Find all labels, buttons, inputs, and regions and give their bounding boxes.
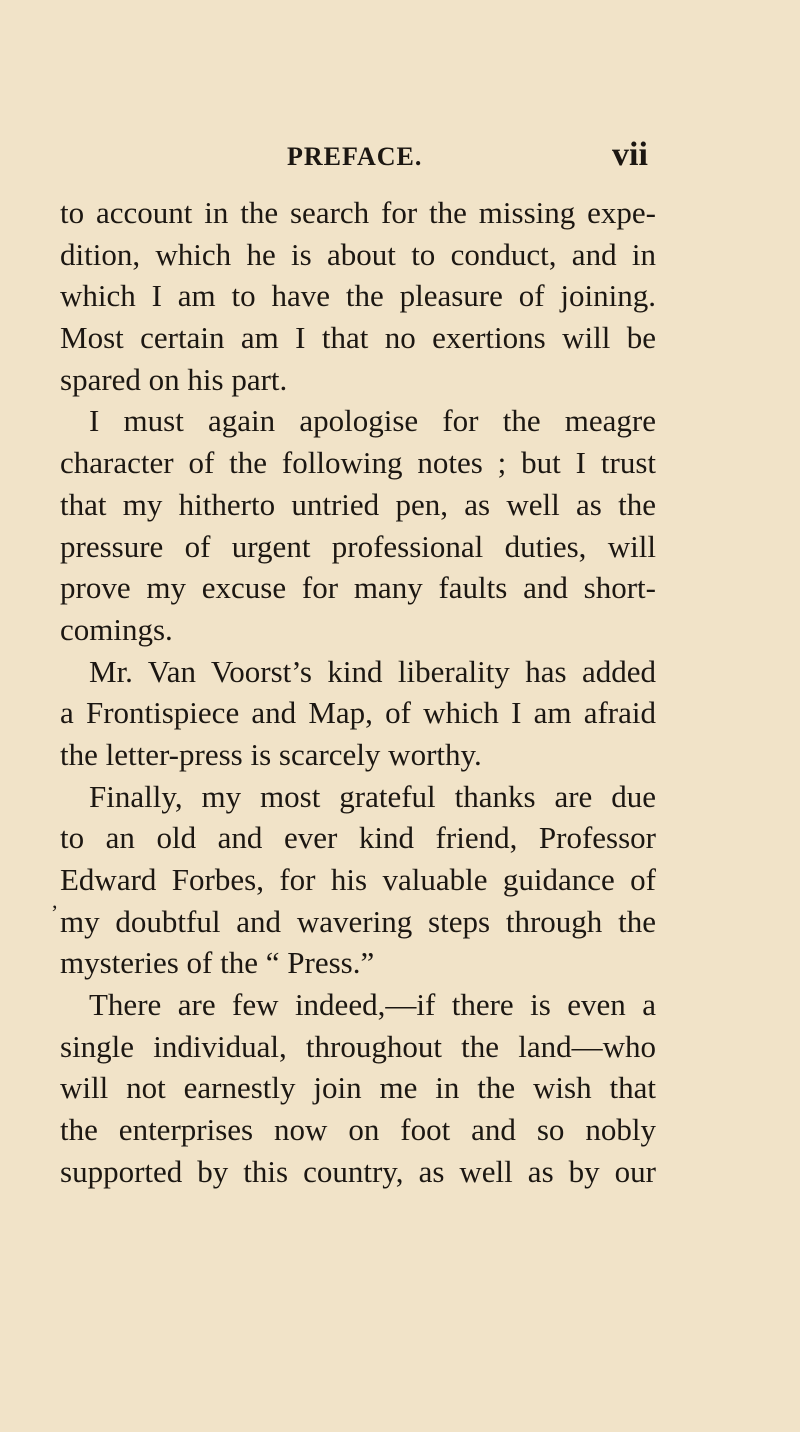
text-line: Most certain am I that no exertions will be <box>60 320 656 356</box>
text-line: that my hitherto untried pen, as well as the <box>60 486 656 522</box>
text-line: single individual, throughout the land—who <box>60 1028 656 1064</box>
text-line: There are few indeed,—if there is even a <box>89 987 656 1023</box>
margin-mark: , <box>52 888 58 913</box>
text-line: my doubtful and wavering steps through the <box>60 903 656 939</box>
text-line: pressure of urgent professional duties, will <box>60 528 656 564</box>
text-line: character of the following notes ; but I trust <box>60 445 656 481</box>
text-line: dition, which he is about to conduct, and in <box>60 236 656 272</box>
text-line: will not earnestly join me in the wish that <box>60 1070 656 1106</box>
text-line: prove my excuse for many faults and short- <box>60 570 656 606</box>
text-line: to account in the search for the missing expe- <box>60 195 656 230</box>
page-number: vii <box>612 136 648 173</box>
running-head <box>0 136 800 182</box>
text-line: Finally, my most grateful thanks are due <box>89 778 656 814</box>
text-line: the enterprises now on foot and so nobly <box>60 1112 656 1148</box>
running-head-title: PREFACE. <box>287 142 423 171</box>
text-line: which I am to have the pleasure of joining. <box>60 278 656 314</box>
text-line: to an old and ever kind friend, Professor <box>60 820 656 856</box>
text-line: the letter-press is scarcely worthy. <box>60 736 482 772</box>
text-line: Mr. Van Voorst’s kind liberality has added <box>89 653 656 689</box>
text-line: spared on his part. <box>60 361 288 397</box>
text-line: supported by this country, as well as by our <box>60 1153 656 1189</box>
text-line: mysteries of the “ Press.” <box>60 945 375 981</box>
body-text <box>60 192 656 1193</box>
text-line: a Frontispiece and Map, of which I am afraid <box>60 695 656 731</box>
text-line: Edward Forbes, for his valuable guidance of <box>60 862 656 897</box>
text-line: comings. <box>60 611 173 647</box>
text-line: I must again apologise for the meagre <box>89 403 656 439</box>
